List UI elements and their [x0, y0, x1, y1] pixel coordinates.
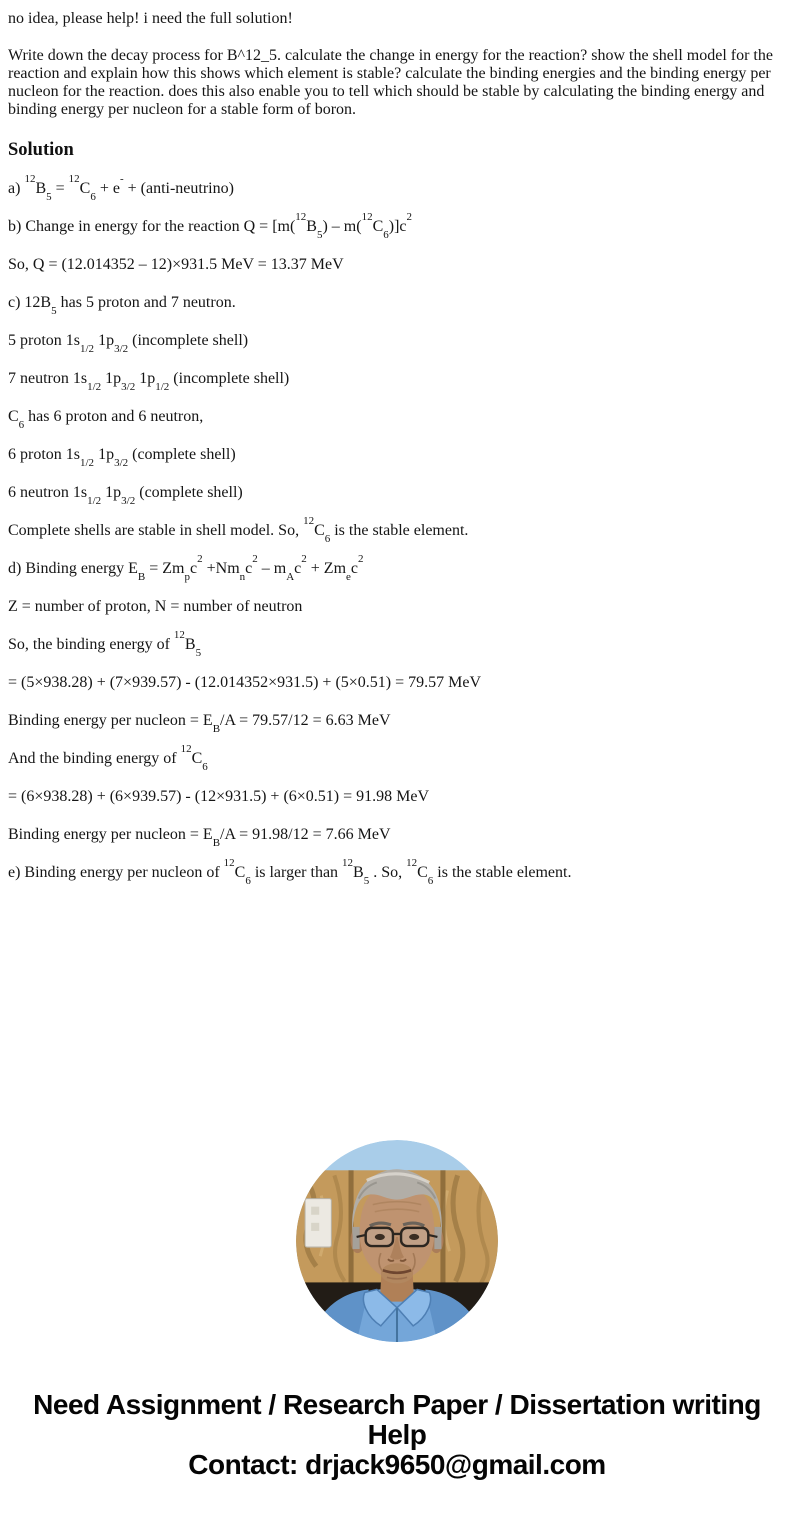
solution-line: Binding energy per nucleon = $E_B/A = 79.57/12 = 6.63$ MeV — [8, 712, 391, 736]
solution-line: So, the binding energy of $^{12}B_5$ — [8, 628, 202, 660]
solution-line: 7 neutron $1s_{1/2}$ $1p_{3/2}$ $1p_{1/2}$ (incomplete shell) — [8, 370, 290, 394]
solution-line: b) Change in energy for the reaction $Q = [m(^{12}B_5) - m(^{12}C_6)]c^2$ — [8, 210, 413, 242]
solution-line: 6 neutron $1s_{1/2}$ $1p_{3/2}$ (complete shell) — [8, 484, 243, 508]
promo-banner — [16, 1390, 778, 1480]
solution-line: Z = number of proton, N = number of neutron — [8, 598, 303, 615]
solution-line: 5 proton $1s_{1/2}$ $1p_{3/2}$ (incomplete shell) — [8, 332, 249, 356]
switch-plate-shape — [305, 1199, 331, 1247]
promo-contact: Contact: drjack9650@gmail.com — [188, 1449, 606, 1480]
promo-text: Need Assignment / Research Paper / Dissertation writing Help — [33, 1389, 761, 1450]
solution-heading: Solution — [8, 140, 74, 160]
solution-line: = (5×938.28) + (7×939.57) - (12.014352×931.5) + (5×0.51) = 79.57 MeV — [8, 674, 482, 691]
solution-line: e) Binding energy per nucleon of $^{12}C_6$ is larger than $^{12}B_5$ . So, $^{12}C_6$ is the stable element. — [8, 856, 572, 888]
question-plea: no idea, please help! i need the full solution! — [8, 10, 293, 27]
solution-line: Complete shells are stable in shell model. So, $^{12}C_6$ is the stable element. — [8, 514, 469, 546]
solution-line: 6 proton $1s_{1/2}$ $1p_{3/2}$ (complete shell) — [8, 446, 236, 470]
avatar-wrap — [0, 1140, 794, 1342]
solution-line: d) Binding energy $E_B = Zm_pc^2 +Nm_nc^2 - m_Ac^2 + Zm_ec^2$ — [8, 552, 364, 584]
solution-line: And the binding energy of $^{12}C_6$ — [8, 742, 208, 774]
solution-line: $C_6$ has 6 proton and 6 neutron, — [8, 408, 204, 432]
question-body: Write down the decay process for B^12_5. calculate the change in energy for the reaction? show the shell model for the reaction and explain how this shows which element is stable? calculate the binding energies and the binding energy per nucleon for the reaction. does this also enable you to tell which should be stable by calculating the binding energy and binding energy per nucleon for a stable form of boron. — [8, 47, 773, 118]
solution-line: = (6×938.28) + (6×939.57) - (12×931.5) + (6×0.51) = 91.98 MeV — [8, 788, 430, 805]
solution-line: Binding energy per nucleon = $E_B/A = 91.98/12 = 7.66$ MeV — [8, 826, 391, 850]
solution-line: So, Q = (12.014352 – 12)×931.5 MeV = 13.37 MeV — [8, 256, 344, 273]
avatar — [296, 1140, 498, 1342]
solution-line: a) $^{12}B_5 = ^{12}C_6 + e^-$ + (anti-neutrino) — [8, 172, 234, 204]
solution-line: c) $12B_5$ has 5 proton and 7 neutron. — [8, 294, 236, 318]
